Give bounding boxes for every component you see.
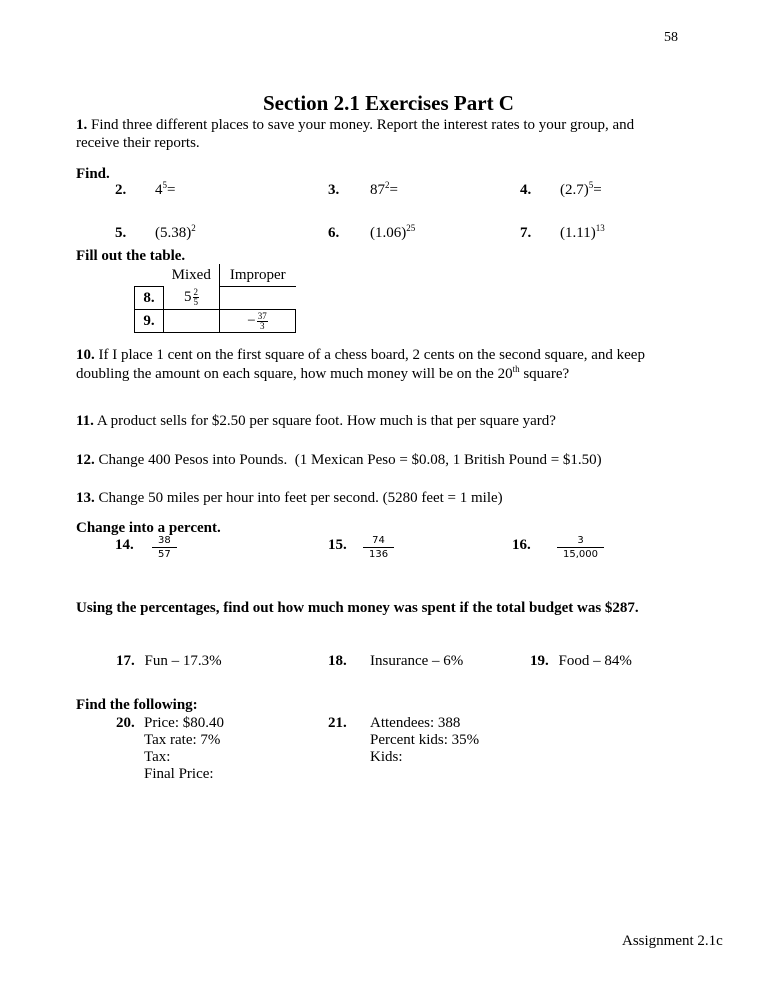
table-row [135, 287, 296, 310]
find-item-4 [520, 182, 531, 199]
page-title: Section 2.1 Exercises Part C [263, 91, 514, 115]
percent-kids-line: Percent kids: 35% [370, 732, 480, 748]
superscript: th [512, 364, 520, 374]
attendees-line: Attendees: 388 [370, 715, 461, 731]
question-1 [76, 117, 634, 134]
question-20-lines [144, 715, 224, 783]
suffix: = [593, 182, 602, 198]
numerator: 37 [257, 310, 267, 321]
find-item-7 [520, 225, 531, 242]
base: 87 [370, 182, 385, 198]
find-heading: Find. [76, 166, 110, 182]
cell-improper [220, 287, 296, 310]
base: (1.06) [370, 225, 407, 241]
item-number: 19. [530, 653, 549, 669]
header-mixed: Mixed [171, 266, 211, 283]
exponent: 2 [385, 180, 390, 190]
mixed-improper-table [134, 264, 296, 333]
price-line: Price: $80.40 [144, 715, 224, 731]
question-11 [76, 413, 556, 430]
question-text: Change 50 miles per hour into feet per second. (5280 feet = 1 mile) [98, 490, 503, 506]
budget-item-17 [116, 653, 222, 670]
question-number: 11. [76, 413, 94, 429]
exponent: 5 [588, 180, 594, 190]
question-number: 1. [76, 117, 88, 133]
row-number: 9. [135, 310, 164, 333]
item-number-15: 15. [328, 537, 347, 553]
question-21-lines [370, 715, 479, 766]
table-heading: Fill out the table. [76, 248, 186, 264]
denominator: 57 [158, 549, 171, 560]
find-item-2 [115, 182, 126, 199]
cell-mixed [164, 310, 220, 333]
cell-mixed [164, 287, 220, 310]
question-text: Find three different places to save your money. Report the interest rates to your group, and [91, 117, 635, 133]
find-item-4-expr [560, 182, 602, 199]
find-item-2-expr [155, 182, 175, 199]
item-number: 2. [115, 182, 127, 198]
percent-fraction-14 [155, 531, 174, 561]
fraction [155, 534, 174, 561]
footer-assignment: Assignment 2.1c [622, 933, 723, 949]
fraction [193, 288, 200, 307]
suffix: = [167, 182, 176, 198]
exponent: 5 [162, 180, 167, 190]
question-12 [76, 452, 602, 469]
tax-line: Tax: [144, 749, 171, 765]
find-item-6-expr [370, 225, 415, 242]
numerator: 3 [557, 534, 604, 548]
question-text: Change 400 Pesos into Pounds. (1 Mexican Peso = $0.08, 1 British Pound = $1.50) [98, 452, 602, 468]
item-number: 6. [328, 225, 340, 241]
find-item-7-expr [560, 225, 605, 242]
cell-improper [220, 310, 296, 333]
row-number: 8. [135, 287, 164, 310]
budget-item-19 [530, 653, 632, 670]
table-row [135, 310, 296, 333]
question-text: A product sells for $2.50 per square foot. How much is that per square yard? [96, 413, 556, 429]
header-improper: Improper [220, 264, 296, 287]
item-number-14: 14. [115, 537, 134, 553]
numerator: 74 [363, 534, 394, 548]
question-10 [76, 347, 645, 364]
percent-fraction-16 [560, 531, 601, 561]
numerator: 2 [193, 287, 198, 298]
find-item-3 [328, 182, 339, 199]
fraction [257, 312, 268, 331]
question-text: doubling the amount on each square, how much money will be on the 20 [76, 366, 513, 382]
item-text: Fun – 17.3% [144, 653, 222, 669]
item-number: 3. [328, 182, 340, 198]
question-text: If I place 1 cent on the first square of a chess board, 2 cents on the second square, and keep [98, 347, 645, 363]
question-1-continued: receive their reports. [76, 135, 200, 151]
question-number: 13. [76, 490, 95, 506]
item-number: 17. [116, 653, 135, 669]
question-number: 10. [76, 347, 95, 363]
exponent: 2 [191, 223, 196, 233]
tax-rate-line: Tax rate: 7% [144, 732, 221, 748]
denominator: 5 [193, 297, 198, 308]
base: (1.11) [560, 225, 596, 241]
denominator: 3 [259, 320, 265, 331]
question-10-continued [76, 366, 569, 383]
item-number: 5. [115, 225, 127, 241]
base: 4 [155, 182, 163, 198]
base: (5.38) [155, 225, 192, 241]
item-number-16: 16. [512, 537, 531, 553]
budget-heading: Using the percentages, find out how much money was spent if the total budget was $287. [76, 600, 639, 616]
following-heading: Find the following: [76, 697, 198, 713]
item-number: 4. [520, 182, 532, 198]
find-item-6 [328, 225, 339, 242]
find-item-3-expr [370, 182, 398, 199]
table-header-row [135, 264, 296, 287]
item-number-20: 20. [116, 715, 135, 731]
exponent: 25 [406, 223, 416, 233]
whole-part: 5 [184, 289, 192, 306]
question-text: square? [519, 366, 570, 382]
question-13 [76, 490, 503, 507]
kids-line: Kids: [370, 749, 403, 765]
denominator: 136 [369, 549, 389, 560]
percent-heading: Change into a percent. [76, 520, 221, 536]
page-number: 58 [664, 30, 678, 45]
denominator: 15,000 [563, 549, 598, 560]
find-item-5-expr [155, 225, 196, 242]
fraction [560, 534, 601, 561]
budget-item-18-text: Insurance – 6% [370, 653, 464, 669]
fraction [366, 534, 391, 561]
minus-sign: − [247, 312, 256, 329]
item-text: Food – 84% [558, 653, 632, 669]
find-item-5 [115, 225, 126, 242]
item-number-18: 18. [328, 653, 347, 669]
base: (2.7) [560, 182, 589, 198]
question-number: 12. [76, 452, 95, 468]
exponent: 13 [595, 223, 605, 233]
final-price-line: Final Price: [144, 766, 214, 782]
percent-fraction-15 [366, 531, 391, 561]
numerator: 38 [152, 534, 177, 548]
item-number: 7. [520, 225, 532, 241]
suffix: = [389, 182, 398, 198]
item-number-21: 21. [328, 715, 347, 731]
